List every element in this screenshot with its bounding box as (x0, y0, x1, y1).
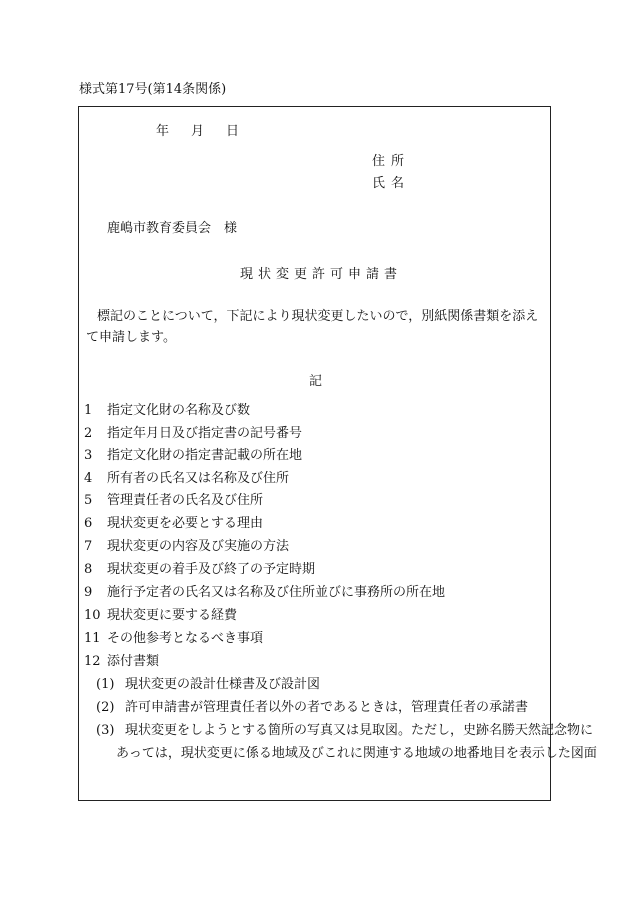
item-text: 指定文化財の指定書記載の所在地 (107, 448, 303, 463)
attachment-continuation: あっては，現状変更に係る地域及びこれに関連する地域の地番地目を表示した図面 (116, 746, 597, 761)
attachment-text: 現状変更をしようとする箇所の写真又は見取図。ただし，史跡名勝天然記念物に (125, 723, 594, 738)
item-number: 6 (84, 516, 93, 531)
item-text: 現状変更の内容及び実施の方法 (107, 539, 290, 554)
item-number: 12 (84, 654, 101, 669)
item-number: 1 (84, 403, 93, 418)
form-number: 様式第17号(第14条関係) (79, 82, 227, 97)
list-item (84, 650, 159, 669)
date-year-label: 年 (156, 124, 170, 139)
item-text: 所有者の氏名又は名称及び住所 (107, 471, 290, 486)
item-number: 5 (84, 493, 93, 508)
attachment-item (96, 673, 320, 692)
attachment-item (96, 719, 593, 738)
item-number: 8 (84, 562, 93, 577)
item-number: 10 (84, 608, 101, 623)
list-item (84, 627, 263, 646)
list-item (84, 467, 289, 486)
item-text: 施行予定者の氏名又は名称及び住所並びに事務所の所在地 (107, 585, 446, 600)
list-item (84, 489, 263, 508)
item-text: 現状変更に要する経費 (107, 608, 238, 623)
attachment-text: 現状変更の設計仕様書及び設計図 (125, 677, 321, 692)
item-text: 指定年月日及び指定書の記号番号 (107, 426, 303, 441)
address-label: 住所 (372, 154, 411, 169)
item-number: 7 (84, 539, 93, 554)
list-item (84, 422, 302, 441)
item-number: 4 (84, 471, 93, 486)
item-number: 2 (84, 426, 93, 441)
date-day-label: 日 (226, 124, 240, 139)
attachment-item (96, 696, 528, 715)
item-number: 11 (84, 631, 101, 646)
attachment-number: (1) (96, 677, 115, 692)
item-text: 管理責任者の氏名及び住所 (107, 493, 264, 508)
date-month-label: 月 (191, 124, 205, 139)
item-text: 現状変更の着手及び終了の予定時期 (107, 562, 316, 577)
attachment-number: (2) (96, 700, 115, 715)
list-item (84, 558, 315, 577)
item-number: 9 (84, 585, 93, 600)
list-item (84, 444, 302, 463)
list-item (84, 535, 289, 554)
item-number: 3 (84, 448, 93, 463)
ki-heading: 記 (309, 374, 323, 389)
attachment-text: 許可申請書が管理責任者以外の者であるときは，管理責任者の承諾書 (125, 700, 529, 715)
item-text: 現状変更を必要とする理由 (107, 516, 264, 531)
item-text: 指定文化財の名称及び数 (107, 403, 251, 418)
list-item (84, 399, 250, 418)
item-text: その他参考となるべき事項 (107, 631, 264, 646)
list-item (84, 581, 445, 600)
list-item (84, 604, 237, 623)
name-label: 氏名 (372, 176, 411, 191)
document-title: 現状変更許可申請書 (240, 267, 403, 282)
attachment-number: (3) (96, 723, 115, 738)
body-text: 標記のことについて，下記により現状変更したいので，別紙関係書類を添えて申請します。 (86, 309, 539, 345)
addressee: 鹿嶋市教育委員会 様 (107, 221, 238, 236)
list-item (84, 512, 263, 531)
item-text: 添付書類 (107, 654, 160, 669)
